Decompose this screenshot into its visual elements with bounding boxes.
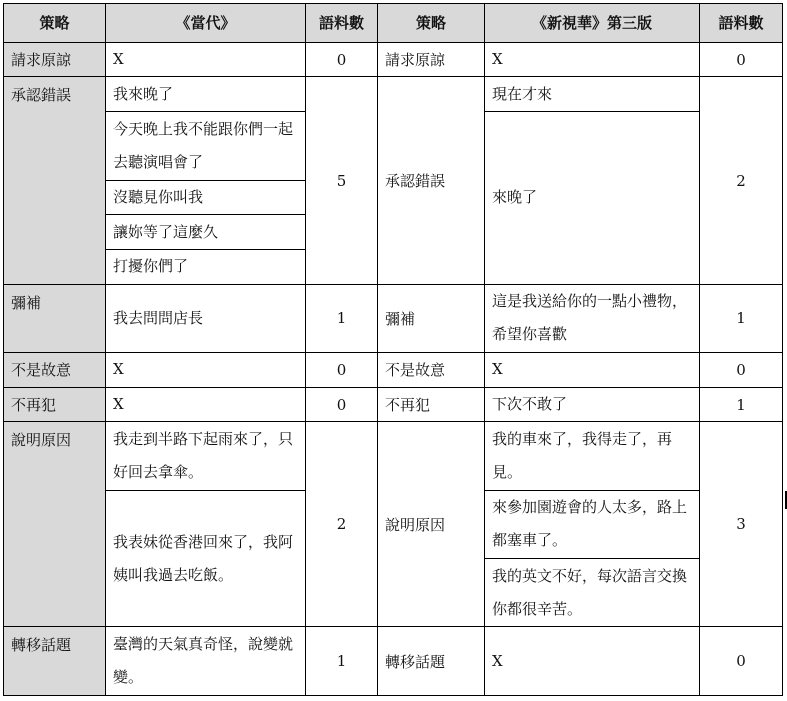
example-cell: 沒聽見你叫我 [106, 180, 306, 215]
table-row [4, 387, 783, 422]
strategy-cell: 不再犯 [378, 387, 485, 422]
table-row [4, 352, 783, 387]
count-cell: 0 [306, 387, 378, 422]
strategy-cell: 不是故意 [378, 352, 485, 387]
count-cell: 1 [700, 284, 783, 352]
table-row [4, 627, 783, 696]
count-cell: 0 [700, 627, 783, 696]
example-cell: 我來晚了 [106, 77, 306, 112]
example-cell: 現在才來 [485, 77, 700, 112]
example-cell: 來參加園遊會的人太多，路上都塞車了。 [485, 490, 700, 558]
strategy-cell: 承認錯誤 [378, 77, 485, 284]
count-cell: 1 [700, 387, 783, 422]
example-cell: X [485, 42, 700, 77]
header-count-right: 語料數 [700, 4, 783, 43]
count-cell: 3 [700, 422, 783, 627]
table-row [4, 284, 783, 352]
table-row [4, 77, 783, 112]
example-cell: X [106, 42, 306, 77]
count-cell: 1 [306, 284, 378, 352]
example-cell: X [485, 627, 700, 696]
strategy-cell: 說明原因 [378, 422, 485, 627]
count-cell: 0 [700, 42, 783, 77]
example-cell: X [106, 352, 306, 387]
count-cell: 2 [700, 77, 783, 284]
example-cell: 我表妹從香港回來了，我阿姨叫我過去吃飯。 [106, 490, 306, 627]
header-strategy-left: 策略 [4, 4, 106, 43]
example-cell: 今天晚上我不能跟你們一起去聽演唱會了 [106, 112, 306, 180]
header-count-left: 語料數 [306, 4, 378, 43]
strategy-cell: 彌補 [4, 284, 106, 352]
header-work-right: 《新視華》第三版 [485, 4, 700, 43]
example-cell: 臺灣的天氣真奇怪，說變就變。 [106, 627, 306, 696]
example-cell: 來晚了 [485, 112, 700, 284]
strategy-cell: 說明原因 [4, 422, 106, 627]
strategy-cell: 不是故意 [4, 352, 106, 387]
strategy-cell: 請求原諒 [378, 42, 485, 77]
header-row [4, 4, 783, 43]
header-strategy-right: 策略 [378, 4, 485, 43]
document-page [3, 3, 782, 696]
apology-strategy-table [3, 3, 783, 696]
strategy-cell: 轉移話題 [4, 627, 106, 696]
example-cell: 讓妳等了這麼久 [106, 215, 306, 250]
strategy-cell: 不再犯 [4, 387, 106, 422]
example-cell: 打擾你們了 [106, 249, 306, 284]
count-cell: 1 [306, 627, 378, 696]
example-cell: X [106, 387, 306, 422]
example-cell: 我的車來了，我得走了，再見。 [485, 422, 700, 490]
example-cell: X [485, 352, 700, 387]
count-cell: 5 [306, 77, 378, 284]
example-cell: 下次不敢了 [485, 387, 700, 422]
strategy-cell: 轉移話題 [378, 627, 485, 696]
count-cell: 0 [700, 352, 783, 387]
table-row [4, 42, 783, 77]
strategy-cell: 請求原諒 [4, 42, 106, 77]
count-cell: 2 [306, 422, 378, 627]
count-cell: 0 [306, 42, 378, 77]
count-cell: 0 [306, 352, 378, 387]
example-cell: 我走到半路下起雨來了，只好回去拿傘。 [106, 422, 306, 490]
example-cell: 我去問問店長 [106, 284, 306, 352]
example-cell: 我的英文不好，每次語言交換你都很辛苦。 [485, 559, 700, 627]
table-row [4, 422, 783, 490]
example-cell: 這是我送給你的一點小禮物，希望你喜歡 [485, 284, 700, 352]
strategy-cell: 承認錯誤 [4, 77, 106, 284]
strategy-cell: 彌補 [378, 284, 485, 352]
header-work-left: 《當代》 [106, 4, 306, 43]
